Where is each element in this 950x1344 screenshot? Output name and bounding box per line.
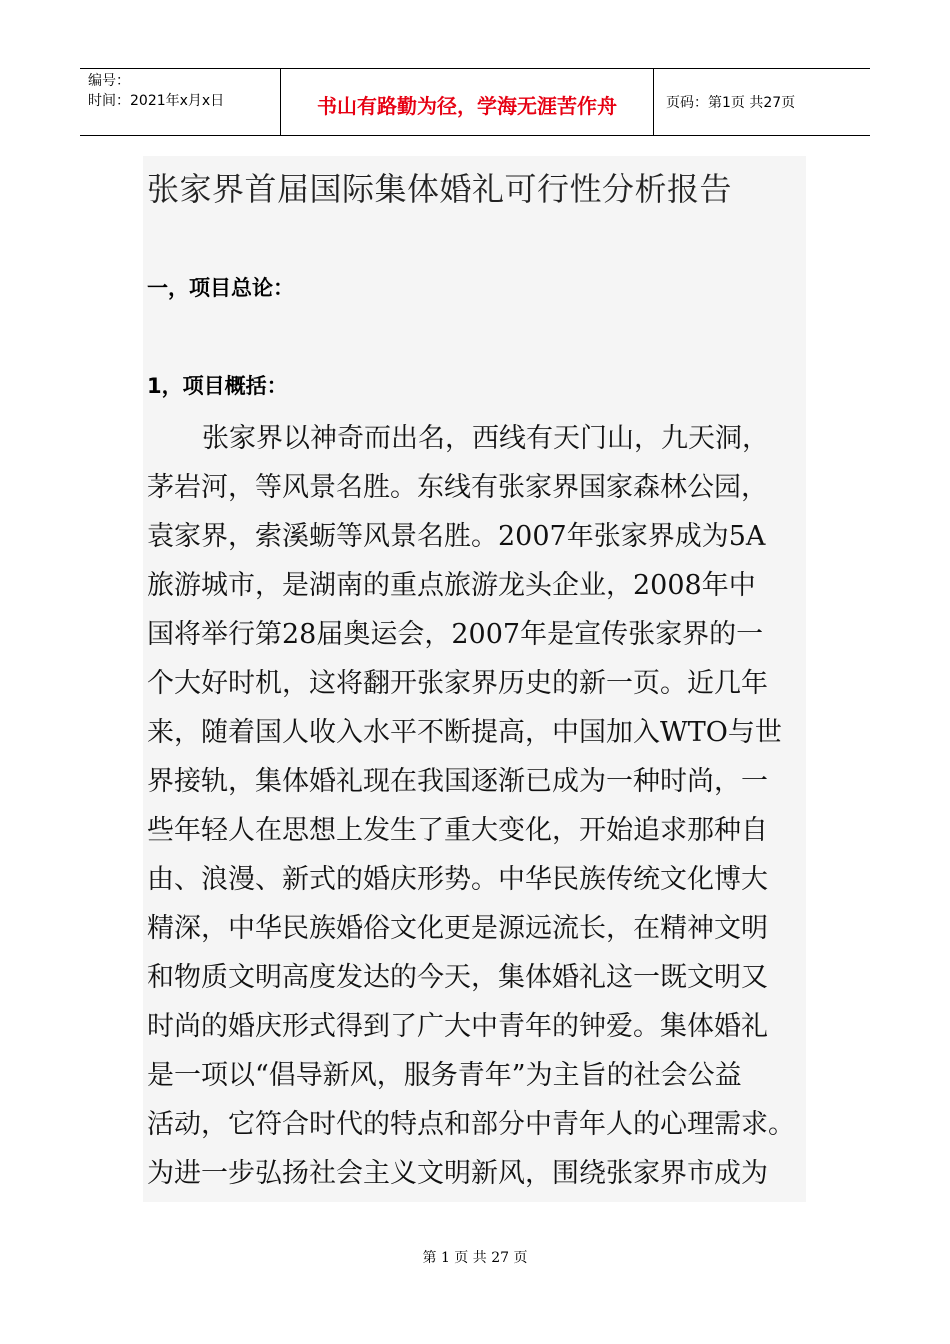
page-footer: 第 1 页 共 27 页 xyxy=(422,1250,528,1266)
section-heading: 一，项目总论： xyxy=(147,276,294,300)
subsection-heading: 1，项目概括： xyxy=(147,374,288,398)
header-table xyxy=(80,68,870,136)
time-label: 时间：2021年x月x日 xyxy=(88,93,225,109)
body-line: 时尚的婚庆形式得到了广大中青年的钟爱。集体婚礼 xyxy=(147,1011,768,1042)
body-line: 茅岩河，等风景名胜。东线有张家界国家森林公园， xyxy=(147,472,768,503)
body-line: 张家界以神奇而出名，西线有天门山，九天洞， xyxy=(202,423,769,454)
body-line: 由、浪漫、新式的婚庆形势。中华民族传统文化博大 xyxy=(147,864,768,895)
body-line: 是一项以“倡导新风，服务青年”为主旨的社会公益 xyxy=(147,1060,742,1091)
doc-number-label: 编号： xyxy=(88,73,130,89)
body-line: 和物质文明高度发达的今天，集体婚礼这一既文明又 xyxy=(147,962,768,993)
body-line: 来，随着国人收入水平不断提高，中国加入WTO与世 xyxy=(147,717,782,748)
body-line: 些年轻人在思想上发生了重大变化，开始追求那种自 xyxy=(147,815,768,846)
body-line: 袁家界，索溪蛎等风景名胜。2007年张家界成为5A xyxy=(147,521,766,552)
body-line: 活动，它符合时代的特点和部分中青年人的心理需求。 xyxy=(147,1109,795,1140)
motto-text: 书山有路勤为径，学海无涯苦作舟 xyxy=(317,93,617,118)
page-info: 页码：第1页 共27页 xyxy=(666,95,796,111)
header-motto-cell xyxy=(281,69,654,135)
document-title: 张家界首届国际集体婚礼可行性分析报告 xyxy=(147,170,733,208)
body-line: 旅游城市，是湖南的重点旅游龙头企业，2008年中 xyxy=(147,570,756,601)
body-paragraph xyxy=(147,414,812,1198)
body-line: 个大好时机，这将翻开张家界历史的新一页。近几年 xyxy=(147,668,768,699)
body-line: 国将举行第28届奥运会，2007年是宣传张家界的一 xyxy=(147,619,764,650)
body-line: 界接轨，集体婚礼现在我国逐渐已成为一种时尚，一 xyxy=(147,766,768,797)
header-page-cell xyxy=(654,69,870,135)
body-line: 为进一步弘扬社会主义文明新风，围绕张家界市成为 xyxy=(147,1158,768,1189)
header-meta-cell xyxy=(80,69,281,135)
body-line: 精深，中华民族婚俗文化更是源远流长，在精神文明 xyxy=(147,913,768,944)
